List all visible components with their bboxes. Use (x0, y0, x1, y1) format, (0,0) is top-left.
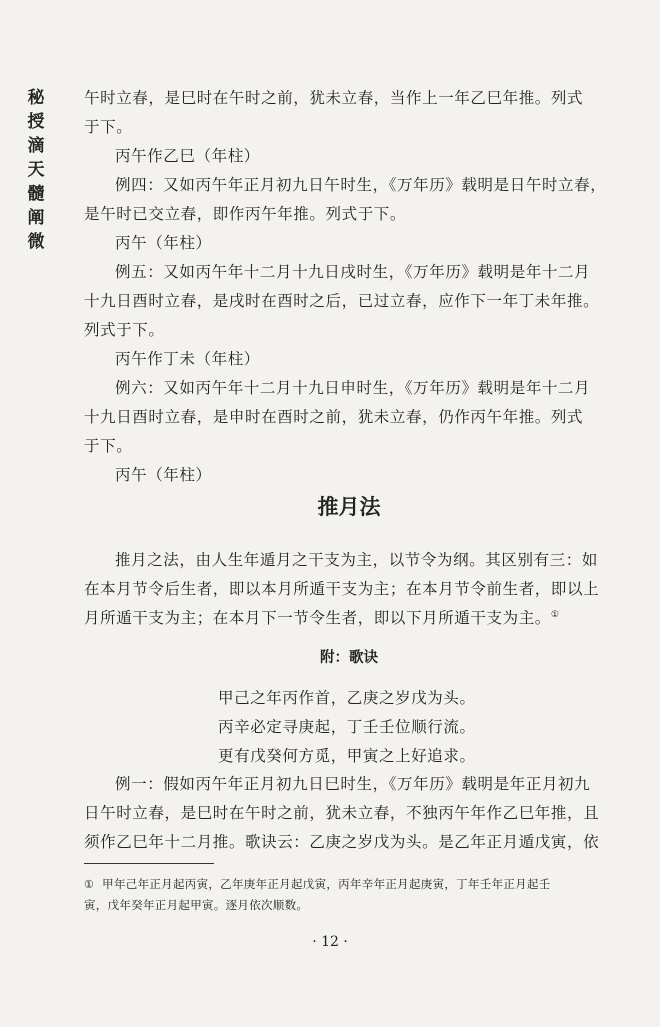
text-line (84, 604, 614, 633)
verse-block (218, 684, 618, 771)
title-char: 授 (27, 112, 45, 132)
title-char: 秘 (27, 88, 45, 108)
section-paragraph (84, 546, 614, 633)
year-pillar-line: 丙午（年柱） (115, 466, 212, 484)
footnote-divider (84, 863, 214, 864)
title-char: 滴 (27, 136, 45, 156)
text-fragment: 月所遁干支为主；在本月下一节令生者，即以下月所遁干支为主。 (84, 609, 551, 627)
year-pillar-line: 丙午作乙巳（年柱） (115, 147, 260, 165)
text-line: 于下。 (84, 118, 133, 136)
sub-heading: 附：歌诀 (320, 650, 378, 666)
section-heading: 推月法 (317, 495, 381, 519)
title-char: 阐 (27, 208, 45, 228)
running-book-title (24, 86, 48, 254)
text-line: 推月之法，由人生年遁月之干支为主，以节令为纲。其区别有三：如 (115, 551, 599, 569)
text-line: 十九日酉时立春，是戌时在酉时之后，已过立春，应作下一年丁未年推。 (84, 292, 600, 310)
title-char: 天 (27, 160, 45, 180)
text-line: 列式于下。 (84, 321, 165, 339)
footnote (84, 874, 614, 916)
verse-line: 甲己之年丙作首，乙庚之岁戊为头。 (218, 689, 476, 707)
text-line: 例五：又如丙午年十二月十九日戌时生，《万年历》载明是年十二月 (115, 263, 591, 281)
text-line: 于下。 (84, 437, 133, 455)
year-pillar-line: 丙午（年柱） (115, 234, 212, 252)
verse-line: 更有戊癸何方觅，甲寅之上好追求。 (218, 747, 476, 765)
footnote-line: 寅，戊年癸年正月起甲寅。逐月依次顺数。 (84, 898, 309, 912)
verse-line: 丙辛必定寻庚起，丁壬壬位顺行流。 (218, 718, 476, 736)
footnote-reference: ① (550, 609, 560, 620)
example-one-paragraph (84, 770, 614, 857)
main-text-top (84, 84, 614, 490)
text-line: 日午时立春，是巳时在午时之前，犹未立春，不独丙午年作乙巳年推，且 (84, 804, 600, 822)
text-line: 午时立春，是巳时在午时之前，犹未立春，当作上一年乙巳年推。列式 (84, 89, 584, 107)
text-line: 十九日酉时立春，是申时在酉时之前，犹未立春，仍作丙午年推。列式 (84, 408, 584, 426)
text-line: 例一：假如丙午年正月初九日巳时生，《万年历》载明是年正月初九 (115, 775, 591, 793)
footnote-mark: ① (84, 878, 95, 891)
year-pillar-line: 丙午作丁未（年柱） (115, 350, 260, 368)
title-char: 髓 (27, 184, 45, 204)
footnote-text: 甲年己年正月起丙寅，乙年庚年正月起戊寅，丙年辛年正月起庚寅，丁年壬年正月起壬 (102, 877, 551, 891)
page-number: · 12 · (312, 934, 348, 950)
footnote-line (84, 874, 614, 895)
title-char: 微 (27, 232, 45, 252)
text-line: 例四：又如丙午年正月初九日午时生，《万年历》载明是日午时立春， (115, 176, 607, 194)
text-line: 在本月节令后生者，即以本月所遁干支为主；在本月节令前生者，即以上 (84, 580, 600, 598)
text-line: 例六：又如丙午年十二月十九日申时生，《万年历》载明是年十二月 (115, 379, 591, 397)
text-line: 须作乙巳年十二月推。歌诀云：乙庚之岁戊为头。是乙年正月遁戊寅，依 (84, 833, 600, 851)
text-line: 是午时已交立春，即作丙午年推。列式于下。 (84, 205, 407, 223)
